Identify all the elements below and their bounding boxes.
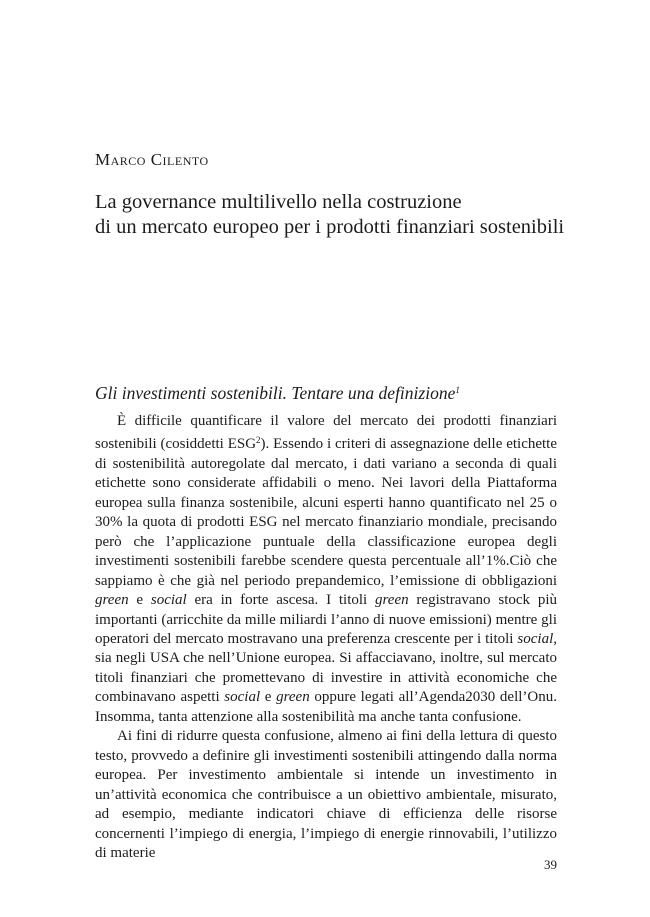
italic-term: social xyxy=(517,630,554,647)
paragraph-1-text: ). Essendo i criteri di assegnazione delle etichette di sostenibilità autoregolate dal mercato, i dati variano a seconda di quali etichette sono considerate affidabili o meno. Nei lavori della Piattaforma europea sulla finanza sostenibile, alcuni esperti hanno quantificato nel 25 o 30% la quota di prodotti ESG nel mercato finanziario mondiale, precisando però che l’applicazione puntuale della classificazione europea degli investimenti sostenibili farebbe scendere questa percentuale all’1%.Ciò che sappiamo è che già nel periodo prepandemico, l’emissione di obbligazioni xyxy=(95,436,558,589)
italic-term: green xyxy=(276,689,310,706)
paragraph-1-text: , sia negli USA che nell’Unione europea. Si affacciavano, inoltre, sul mercato titoli finanziari che promettevano di investire in attività economiche che combinavano aspetti xyxy=(95,630,557,706)
chapter-title-line-1: La governance multilivello nella costruzione xyxy=(95,191,462,213)
footnote-reference-1: 1 xyxy=(455,385,460,395)
section-heading-text: Gli investimenti sostenibili. Tentare una definizione xyxy=(95,383,456,403)
italic-term: social xyxy=(150,592,187,609)
author-name: Marco Cilento xyxy=(95,150,209,169)
chapter-title xyxy=(95,190,565,240)
chapter-title-line-2: di un mercato europeo per i prodotti finanziari sostenibili xyxy=(95,216,565,238)
paragraph-1 xyxy=(95,412,557,727)
section-heading xyxy=(95,383,460,404)
paragraph-2: Ai fini di ridurre questa confusione, almeno ai fini della lettura di questo testo, provvedo a definire gli investimenti sostenibili attingendo dalla norma europea. Per investimento ambientale si intende un investimento in un’attività economica che contribuisce a un obiettivo ambientale, misurato, ad esempio, mediante indicatori chiave di efficienza delle risorse concernenti l’impiego di energia, l’impiego di energie rinnovabili, l’utilizzo di materie xyxy=(95,728,557,861)
paragraph-1-text: registravano stock più importanti (arricchite da mille miliardi l’anno di nuove emissioni) mentre gli operatori del mercato mostravano una preferenza crescente per i titoli xyxy=(95,592,557,647)
paragraph-1-text: È difficile quantificare il valore del mercato dei prodotti finanziari sostenibili (cosiddetti ESG xyxy=(95,413,557,453)
italic-term: social xyxy=(224,689,261,706)
body-text xyxy=(95,412,557,863)
paragraph-1-text: e xyxy=(260,689,277,706)
italic-term: green xyxy=(95,592,129,609)
paragraph-1-text: e xyxy=(128,592,151,609)
paragraph-1-text: era in forte ascesa. I titoli xyxy=(186,592,376,609)
italic-term: green xyxy=(375,592,409,609)
footnote-reference-2: 2 xyxy=(256,435,261,446)
page-number: 39 xyxy=(544,857,557,872)
paragraph-1-text: oppure legati all’Agenda2030 dell’Onu. Insomma, tanta attenzione alla sostenibilità ma anche tanta confusione. xyxy=(95,689,557,725)
